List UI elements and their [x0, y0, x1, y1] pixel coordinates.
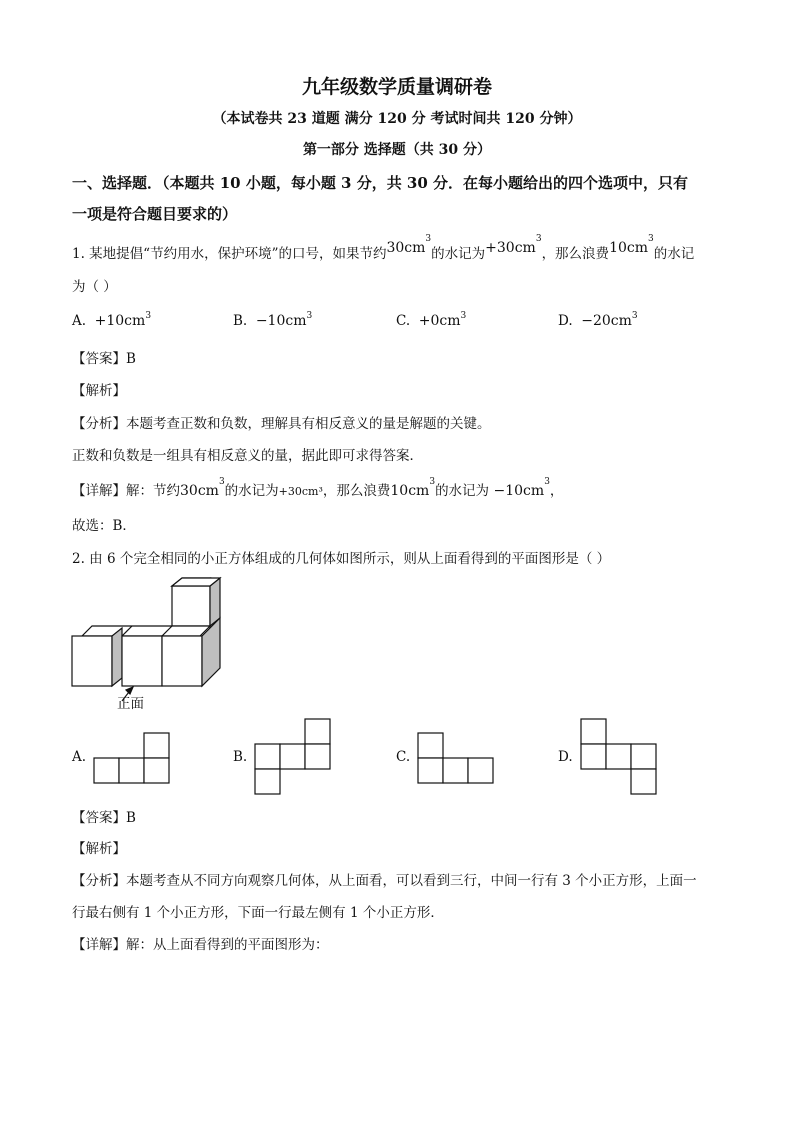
q1-answer: 【答案】B	[72, 351, 136, 367]
part-heading: 第一部分 选择题（共 30 分）	[302, 142, 492, 158]
q1-stem-text-d: 的水记	[653, 246, 695, 262]
q1-stem-text-a: 1. 某地提倡“节约用水，保护环境”的口号，如果节约	[72, 246, 387, 262]
cube-figure	[70, 576, 230, 696]
front-label: 正面	[117, 696, 144, 712]
q1-analysis-2: 正数和负数是一组具有相反意义的量，据此即可求得答案．	[72, 448, 423, 464]
q2-option-b-label[interactable]: B.	[233, 749, 248, 765]
q1-jiexi: 【解析】	[72, 383, 126, 399]
q1-option-c[interactable]: C. $+0cm^3$	[396, 311, 467, 329]
q2-analysis-2: 行最右侧有 1 个小正方形，下面一行最左侧有 1 个小正方形．	[72, 905, 444, 921]
q1-option-d[interactable]: D. $-20cm^3$	[558, 311, 638, 329]
exam-info: （本试卷共 23 道题 满分 120 分 考试时间共 120 分钟）	[212, 111, 582, 127]
q2-option-b-figure[interactable]	[254, 718, 334, 796]
q2-jiexi: 【解析】	[72, 841, 126, 857]
q1-option-a[interactable]: A. $+10cm^3$	[72, 311, 152, 329]
q2-option-a-figure[interactable]	[93, 732, 173, 784]
q2-answer: 【答案】B	[72, 810, 136, 826]
section-heading-line2: 一项是符合题目要求的）	[72, 205, 238, 223]
q1-choice: 故选：B．	[72, 518, 136, 534]
q1-stem-line1	[72, 234, 695, 262]
q1-stem-text-b: 的水记为	[431, 246, 486, 262]
q1-analysis: 【分析】本题考查正数和负数，理解具有相反意义的量是解题的关键。	[72, 416, 491, 432]
q2-option-c-label[interactable]: C.	[396, 749, 411, 765]
section-heading-line1: 一、选择题．（本题共 10 小题，每小题 3 分，共 30 分．在每小题给出的四个选项中，只有	[72, 174, 689, 192]
q1-value-save: $30cm^3$	[386, 234, 432, 256]
q2-option-c-figure[interactable]	[417, 732, 497, 784]
page-title: 九年级数学质量调研卷	[301, 76, 492, 98]
q1-detail: 【详解】解：节约$30cm^3$的水记为+30cm³，那么浪费$10cm^3$的水记为 $-10cm^3$，	[72, 477, 564, 499]
q1-option-b[interactable]: B. $-10cm^3$	[233, 311, 313, 329]
q1-value-plus: $+30cm^3$	[485, 234, 542, 256]
q2-option-d-figure[interactable]	[580, 718, 660, 796]
q2-stem: 2. 由 6 个完全相同的小正方体组成的几何体如图所示，则从上面看得到的平面图形是（ ）	[72, 551, 611, 567]
q2-option-a-label[interactable]: A.	[72, 749, 87, 765]
q2-detail: 【详解】解：从上面看得到的平面图形为：	[72, 937, 329, 953]
q2-option-d-label[interactable]: D.	[558, 749, 573, 765]
q1-value-waste: $10cm^3$	[609, 234, 654, 256]
q2-analysis: 【分析】本题考查从不同方向观察几何体，从上面看，可以看到三行，中间一行有 3 个小正方形，上面一	[72, 873, 697, 889]
q1-stem-text-c: ，那么浪费	[541, 246, 610, 262]
q1-stem-line2: 为（ ）	[72, 279, 117, 295]
